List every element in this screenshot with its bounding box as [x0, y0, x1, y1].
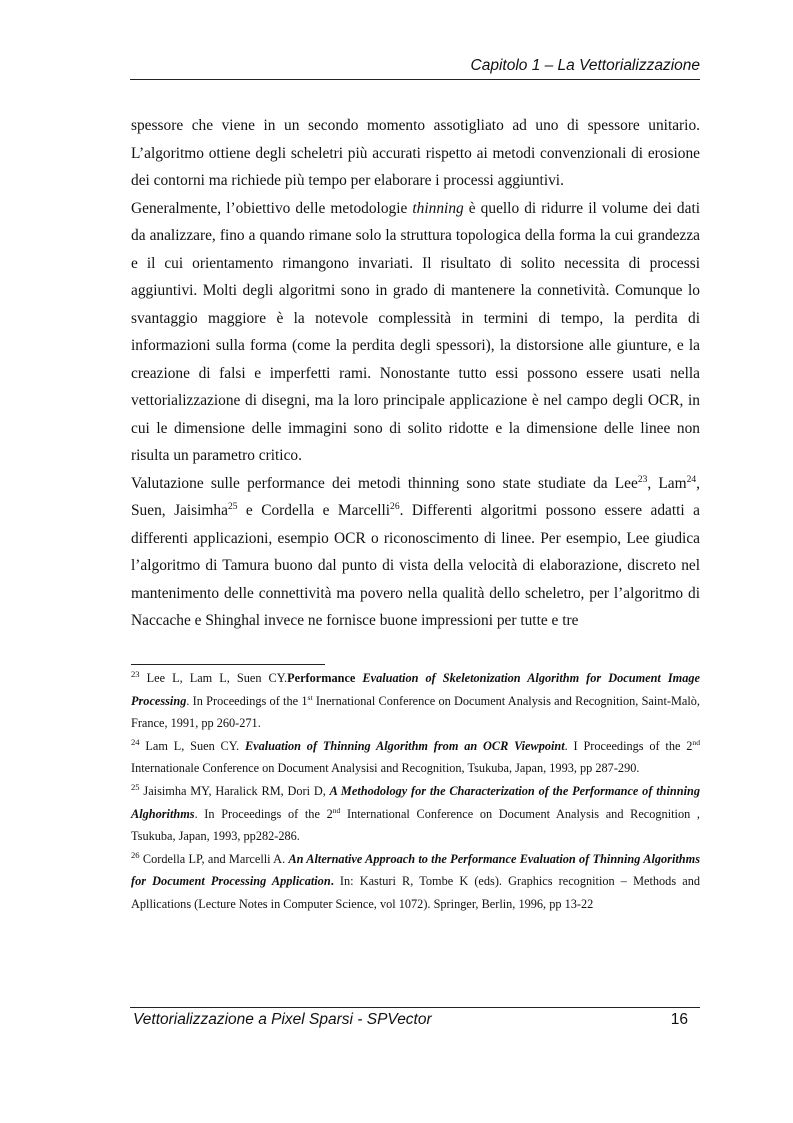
footnote-title: A Methodology for the Characterization of the Performance of thinning Alghorithms	[131, 783, 700, 821]
footnote-title: Evaluation of Thinning Algorithm from an OCR Viewpoint	[244, 738, 565, 753]
paragraph-3-text: , Suen, Jaisimha	[131, 474, 700, 519]
footnote-ref-26[interactable]: 26	[390, 500, 400, 512]
footnote-title: Evaluation of Skeletonization Algorithm for Document Image Processing	[131, 671, 700, 708]
paragraph-1: spessore che viene in un secondo momento assotigliato ad uno di spessore unitario. L’algoritmo ottiene degli scheletri più accurati rispetto ai metodi convenzionali di erosione dei contorni ma richiede più tempo per elaborare i processi aggiuntivi.	[131, 117, 700, 189]
footer-title: Vettorializzazione a Pixel Sparsi - SPVector	[133, 1011, 432, 1028]
footnote-text: Inernational Conference on Document Analysis and Recognition, Saint-Malò, France, 1991, pp 260-271.	[131, 693, 700, 731]
header-rule	[130, 79, 700, 80]
footnote-text: . In Proceedings of the 1	[186, 693, 308, 708]
paragraph-3	[131, 470, 700, 635]
footnote-23	[131, 667, 700, 735]
footnote-number: 25	[131, 781, 140, 792]
body-text	[131, 112, 700, 635]
footnote-ref-24[interactable]: 24	[686, 473, 697, 485]
paragraph-3-text: , Lam	[647, 474, 687, 492]
footnote-title: An Alternative Approach to the Performance Evaluation of Thinning Algorithms for Document Processing Application	[131, 851, 700, 889]
ordinal-suffix: nd	[332, 805, 341, 815]
footnote-title-bold: Performance	[287, 671, 363, 685]
footnote-text: . In Proceedings of the 2	[194, 806, 333, 821]
paragraph-2-text-cont: è quello di ridurre il volume dei dati da analizzare, fino a quando rimane solo la struttura topologica della forma la cui grandezza e il cui orientamento rimangono invariati. Il risultato di solito necessita di processi aggiuntivi. Molti degli algoritmi sono in grado di mantenere la connetività. Comunque lo svantaggio maggiore è la notevole complessità in termini di tempo, la perdita di informazioni sulla forma (come la perdita degli spessori), la distorsione alle giunture, e la creazione di falsi e imperfetti rami. Nonostante tutto essi possono essere usati nella vettorializzazione di disegni, ma la loro principale applicazione è nel campo degli OCR, in cui le dimensione delle immagini sono di solito ridotte e la dimensione delle linee non risulta un parametro critico.	[131, 199, 701, 464]
footnote-number: 23	[131, 668, 140, 679]
footnote-authors: Lee L, Lam L, Suen CY.	[139, 671, 288, 685]
thinning-term: thinning	[412, 199, 464, 217]
footnote-text: International Conference on Document Analysis and Recognition , Tsukuba, Japan, 1993, pp282-286.	[131, 806, 700, 844]
paragraph-2	[131, 195, 700, 470]
footnote-authors: Cordella LP, and Marcelli A.	[139, 851, 289, 866]
footnotes	[131, 667, 700, 916]
paragraph-3-text: Valutazione sulle performance dei metodi thinning sono state studiate da Lee	[131, 474, 638, 492]
ordinal-suffix: nd	[692, 737, 701, 747]
footnote-title-period: .	[330, 874, 334, 889]
ordinal-suffix: st	[307, 692, 313, 702]
paragraph-3-text: . Differenti algoritmi possono essere adatti a differenti applicazioni, esempio OCR o riconoscimento di linee. Per esempio, Lee giudica l’algoritmo di Tamura buono dal punto di vista della velocità di elaborazione, discreto nel mantenimento delle connettività ma povero nella qualità dello scheletro, per l’algoritmo di Naccache e Shinghal invece ne fornisce buone impressioni per tutte e tre	[131, 502, 700, 629]
footnote-authors: Jaisimha MY, Haralick RM, Dori D,	[139, 783, 330, 798]
footnote-26	[131, 848, 700, 916]
running-header: Capitolo 1 – La Vettorializzazione	[470, 57, 700, 74]
footnote-number: 24	[131, 736, 140, 747]
footnote-separator	[131, 664, 325, 665]
footnote-number: 26	[131, 849, 140, 860]
footer-rule	[130, 1007, 700, 1008]
footnote-text: . I Proceedings of the 2	[564, 738, 693, 753]
footnote-authors: Lam L, Suen CY.	[139, 738, 245, 753]
footnote-text: Internationale Conference on Document Analysisi and Recognition, Tsukuba, Japan, 1993, pp 287-290.	[131, 761, 640, 776]
footnote-24	[131, 735, 700, 780]
paragraph-2-text: Generalmente, l’obiettivo delle metodologie	[131, 199, 413, 217]
footnote-ref-25[interactable]: 25	[227, 500, 238, 512]
page-number: 16	[670, 1011, 688, 1028]
paragraph-3-text: e Cordella e Marcelli	[237, 502, 391, 519]
footnote-ref-23[interactable]: 23	[637, 473, 648, 485]
footnote-text: In: Kasturi R, Tombe K (eds). Graphics recognition – Methods and Apllications (Lecture Notes in Computer Science, vol 1072). Springer, Berlin, 1996, pp 13-22	[131, 874, 701, 911]
footnote-25	[131, 780, 700, 848]
